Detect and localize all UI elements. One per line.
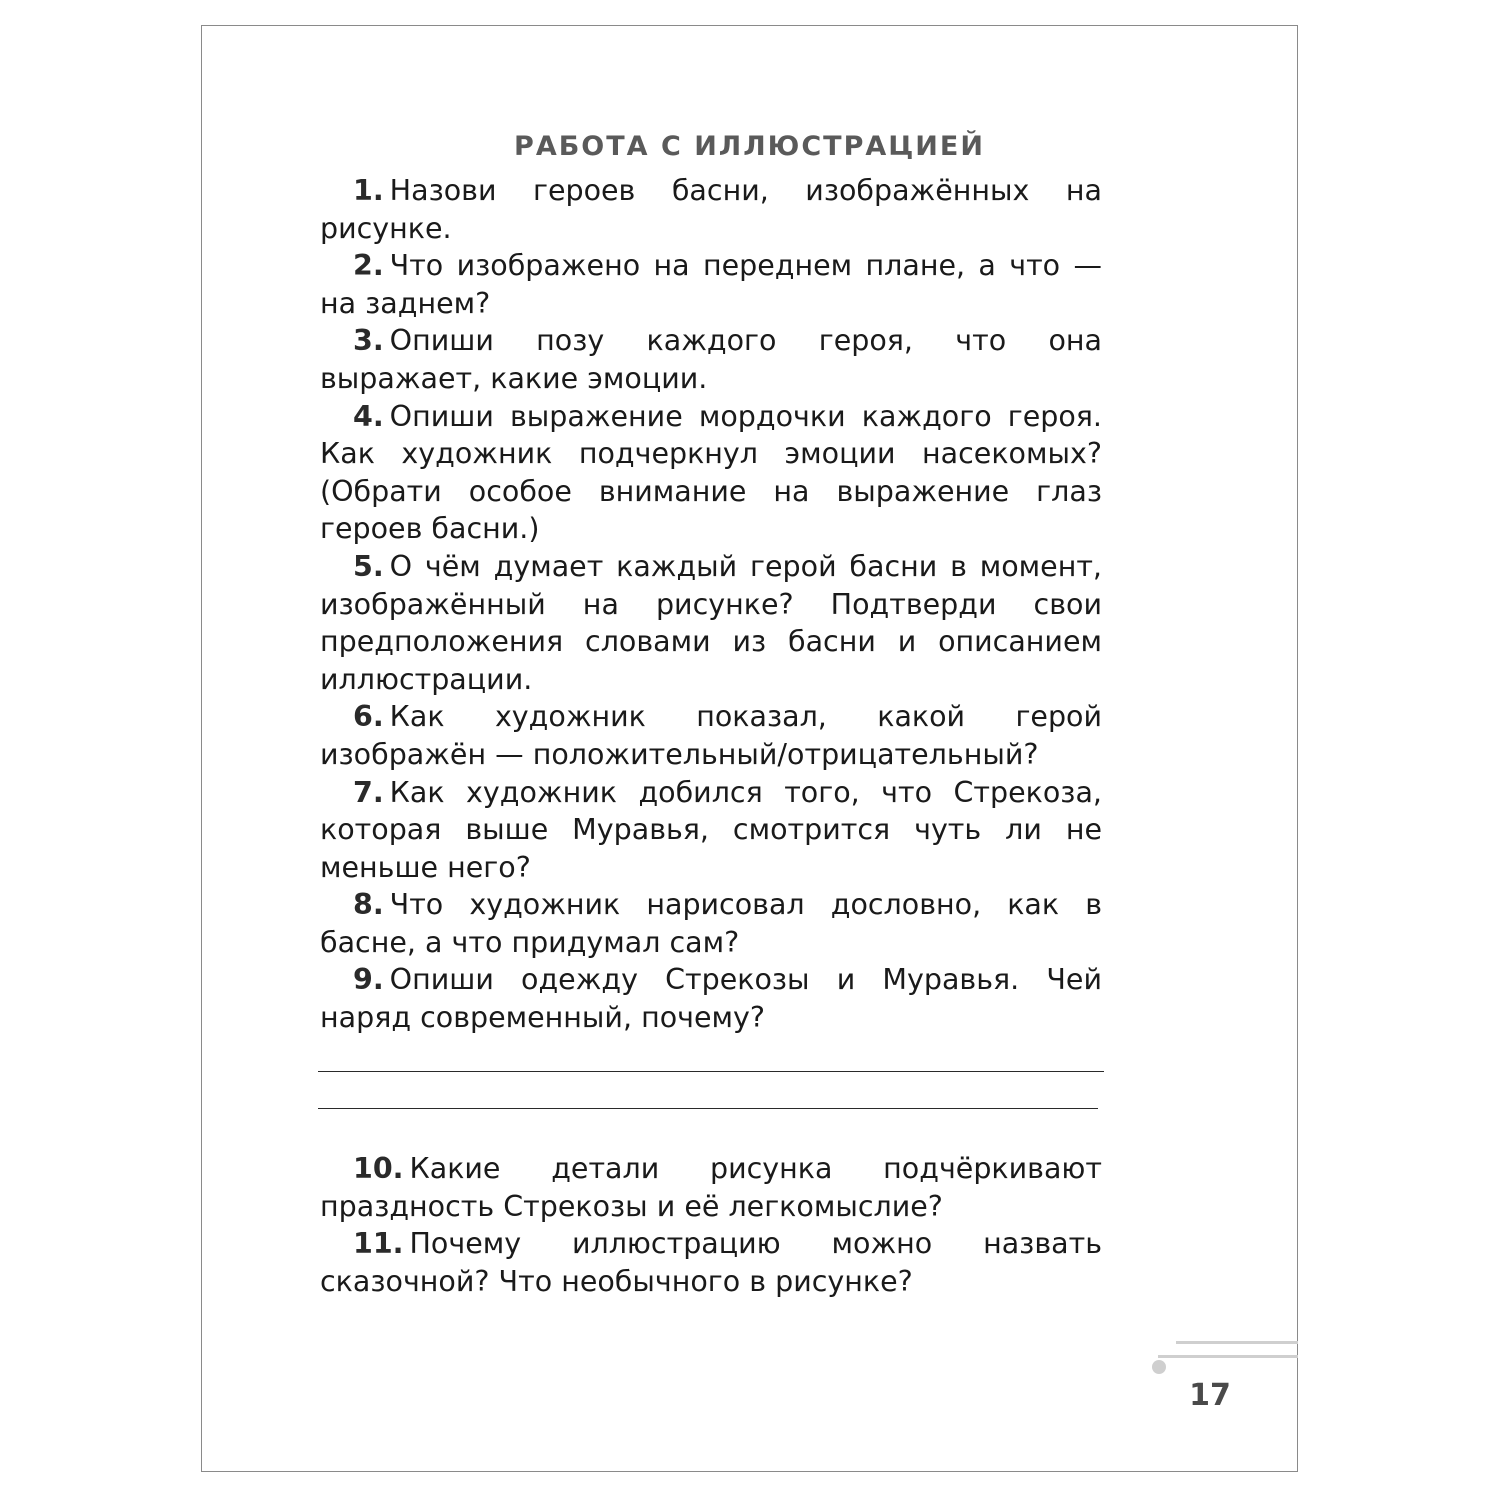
question-text: Как художник показал, какой герой изображён — положительный/отрицательный?: [320, 700, 1102, 771]
question-list: [320, 172, 1102, 1037]
question-item: 8. Что художник нарисовал дословно, как в басне, а что придумал сам?: [320, 888, 1102, 959]
question-text: Что изображено на переднем плане, а что — на заднем?: [320, 249, 1102, 320]
question-item: 9. Опиши одежду Стрекозы и Муравья. Чей наряд современный, почему?: [320, 963, 1102, 1035]
decorative-dot: [1152, 1360, 1166, 1374]
question-text: Что художник нарисовал дословно, как в басне, а что придумал сам?: [320, 888, 1102, 959]
question-item: 10. Какие детали рисунка подчёркивают праздность Стрекозы и её легкомыслие?: [320, 1152, 1102, 1223]
question-text: О чём думает каждый герой басни в момент, изображённый на рисунке? Подтверди свои предположения словами из басни и описанием иллюстрации.: [320, 549, 1102, 696]
answer-line[interactable]: [318, 1108, 1098, 1109]
question-item: 2. Что изображено на переднем плане, а что — на заднем?: [320, 249, 1102, 320]
question-text: Как художник добился того, что Стрекоза, которая выше Муравья, смотрится чуть ли не меньше него?: [320, 775, 1102, 884]
decorative-line: [1158, 1355, 1298, 1358]
question-item: 7. Как художник добился того, что Стрекоза, которая выше Муравья, смотрится чуть ли не меньше него?: [320, 775, 1102, 884]
question-item: 1. Назови героев басни, изображённых на рисунке.: [320, 174, 1102, 245]
question-list-continued: [320, 1150, 1102, 1300]
question-item: 5. О чём думает каждый герой басни в момент, изображённый на рисунке? Подтверди свои предположения словами из басни и описанием иллюстрации.: [320, 549, 1102, 696]
question-text: Назови героев басни, изображённых на рисунке.: [320, 174, 1102, 245]
question-text: Почему иллюстрацию можно назвать сказочной? Что необычного в рисунке?: [320, 1227, 1102, 1298]
question-item: 4. Опиши выражение мордочки каждого героя. Как художник подчеркнул эмоции насекомых? (Обрати особое внимание на выражение глаз героев басни.): [320, 399, 1102, 546]
answer-line[interactable]: [318, 1071, 1104, 1072]
decorative-line: [1176, 1341, 1298, 1344]
question-text: Какие детали рисунка подчёркивают праздность Стрекозы и её легкомыслие?: [320, 1152, 1102, 1223]
question-text: Опиши выражение мордочки каждого героя. Как художник подчеркнул эмоции насекомых? (Обрати особое внимание на выражение глаз героев басни.): [320, 399, 1102, 546]
section-heading: РАБОТА С ИЛЛЮСТРАЦИЕЙ: [514, 131, 985, 162]
question-text: Опиши позу каждого героя, что она выражает, какие эмоции.: [320, 324, 1102, 395]
page-number: 17: [1189, 1378, 1231, 1413]
question-text: Опиши одежду Стрекозы и Муравья. Чей наряд современный, почему?: [320, 963, 1102, 1035]
question-item: 6. Как художник показал, какой герой изображён — положительный/отрицательный?: [320, 700, 1102, 771]
question-item: 3. Опиши позу каждого героя, что она выражает, какие эмоции.: [320, 324, 1102, 395]
question-item: 11. Почему иллюстрацию можно назвать сказочной? Что необычного в рисунке?: [320, 1227, 1102, 1298]
